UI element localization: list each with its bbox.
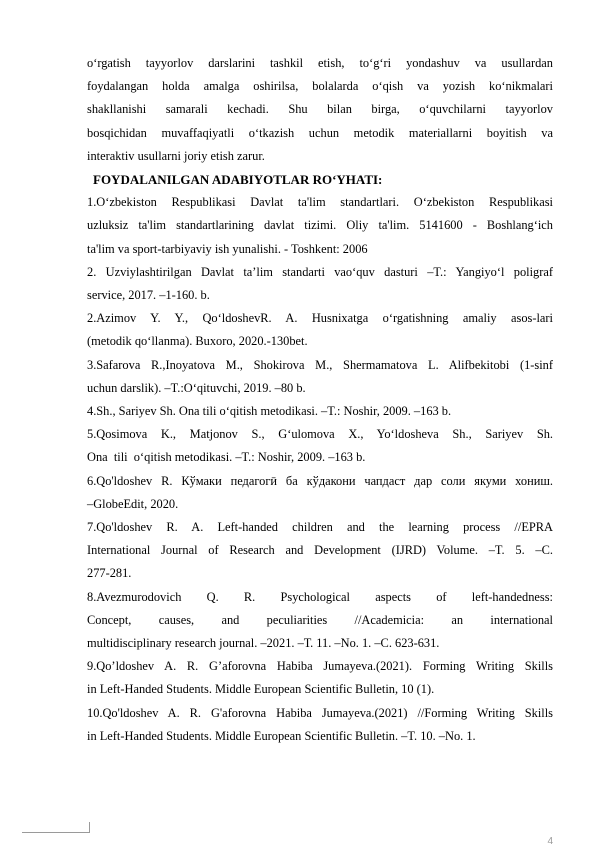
reference-item	[87, 586, 553, 656]
reference-item	[87, 423, 553, 469]
text-line: 277-281.	[87, 566, 132, 581]
reference-item	[87, 354, 553, 400]
reference-item	[87, 516, 553, 586]
text-line: 7.Qo'ldoshev R. A. Left-handed children and the learning process //EPRA	[87, 520, 553, 535]
text-line: 5.Qosimova K., Matjonov S., G‘ulomova X., Yo‘ldosheva Sh., Sariyev Sh.	[87, 427, 553, 442]
text-line: service, 2017. –1-160. b.	[87, 288, 210, 303]
text-line: bosqichidan muvaffaqiyatli o‘tkazish uchun metodik materiallarni boyitish va	[87, 125, 553, 140]
text-line: Concept, causes, and peculiarities //Academicia: an international	[87, 612, 553, 627]
text-line: foydalangan holda amalga oshirilsa, bolalarda o‘qish va yozish ko‘nikmalari	[87, 79, 553, 94]
text-line: Ona tili o‘qitish metodikasi. –T.: Noshir, 2009. –163 b.	[87, 450, 366, 465]
document-body	[87, 52, 553, 748]
text-line: –GlobeEdit, 2020.	[87, 496, 179, 511]
text-line: 1.O‘zbekiston Respublikasi Davlat ta'lim standartlari. O‘zbekiston Respublikasi	[87, 195, 553, 210]
reference-item	[87, 400, 553, 423]
page-corner-line	[22, 832, 90, 833]
text-line: 4.Sh., Sariyev Sh. Ona tili o‘qitish metodikasi. –T.: Noshir, 2009. –163 b.	[87, 404, 452, 419]
intro-paragraph	[87, 52, 553, 168]
reference-list	[87, 191, 553, 748]
text-line: multidisciplinary research journal. –2021. –Т. 11. –No. 1. –С. 623-631.	[87, 636, 440, 651]
page-corner-tick	[89, 822, 90, 832]
page-number: 4	[547, 836, 553, 847]
reference-item	[87, 307, 553, 353]
text-line: uzluksiz ta'lim standartlarining davlat tizimi. Oliy ta'lim. 5141600 - Boshlang‘ich	[87, 218, 553, 233]
reference-item	[87, 470, 553, 516]
text-line: interaktiv usullarni joriy etish zarur.	[87, 148, 265, 163]
text-line: International Journal of Research and Development (IJRD) Volume. –T. 5. –С.	[87, 543, 553, 558]
reference-item	[87, 191, 553, 261]
text-line: 2.Azimov Y. Y., Qo‘ldoshevR. A. Husnixatga o‘rgatishning amaliy asos-lari	[87, 311, 553, 326]
text-line: o‘rgatish tayyorlov darslarini tashkil etish, to‘g‘ri yondashuv va usullardan	[87, 56, 553, 70]
text-line: shakllanishi samarali kechadi. Shu bilan birga, o‘quvchilarni tayyorlov	[87, 102, 553, 117]
references-heading: FOYDALANILGAN ADABIYOTLAR RO‘YHATI:	[93, 172, 383, 188]
reference-item	[87, 702, 553, 748]
reference-item	[87, 655, 553, 701]
text-line: 9.Qo’ldoshev A. R. G’aforovna Habiba Jumayeva.(2021). Forming Writing Skills	[87, 659, 553, 674]
text-line: 10.Qo'ldoshev A. R. G'aforovna Habiba Jumayeva.(2021) //Forming Writing Skills	[87, 705, 553, 720]
text-line: ta'lim va sport-tarbiyaviy ish yunalishi. - Toshkent: 2006	[87, 241, 368, 256]
text-line: 6.Qo'ldoshev R. Кўмаки педагогӣ ба кўдакони чапдаст дар соли якуми хониш.	[87, 473, 553, 488]
text-line: 3.Safarova R.,Inoyatova M., Shokirova M., Shermamatova L. Alifbekitobi (1-sinf	[87, 357, 553, 372]
text-line: (metodik qo‘llanma). Buxoro, 2020.-130bet.	[87, 334, 308, 349]
text-line: 8.Avezmurodovich Q. R. Psychological aspects of left-handedness:	[87, 589, 553, 604]
text-line: in Left-Handed Students. Middle European Scientific Bulletin, 10 (1).	[87, 682, 435, 697]
text-line: 2. Uzviylashtirilgan Davlat ta’lim standarti vao‘quv dasturi –T.: Yangiyo‘l poligraf	[87, 264, 553, 279]
reference-item	[87, 261, 553, 307]
text-line: uchun darslik). –T.:O‘qituvchi, 2019. –80 b.	[87, 380, 306, 395]
text-line: in Left-Handed Students. Middle European Scientific Bulletin. –T. 10. –No. 1.	[87, 728, 476, 743]
